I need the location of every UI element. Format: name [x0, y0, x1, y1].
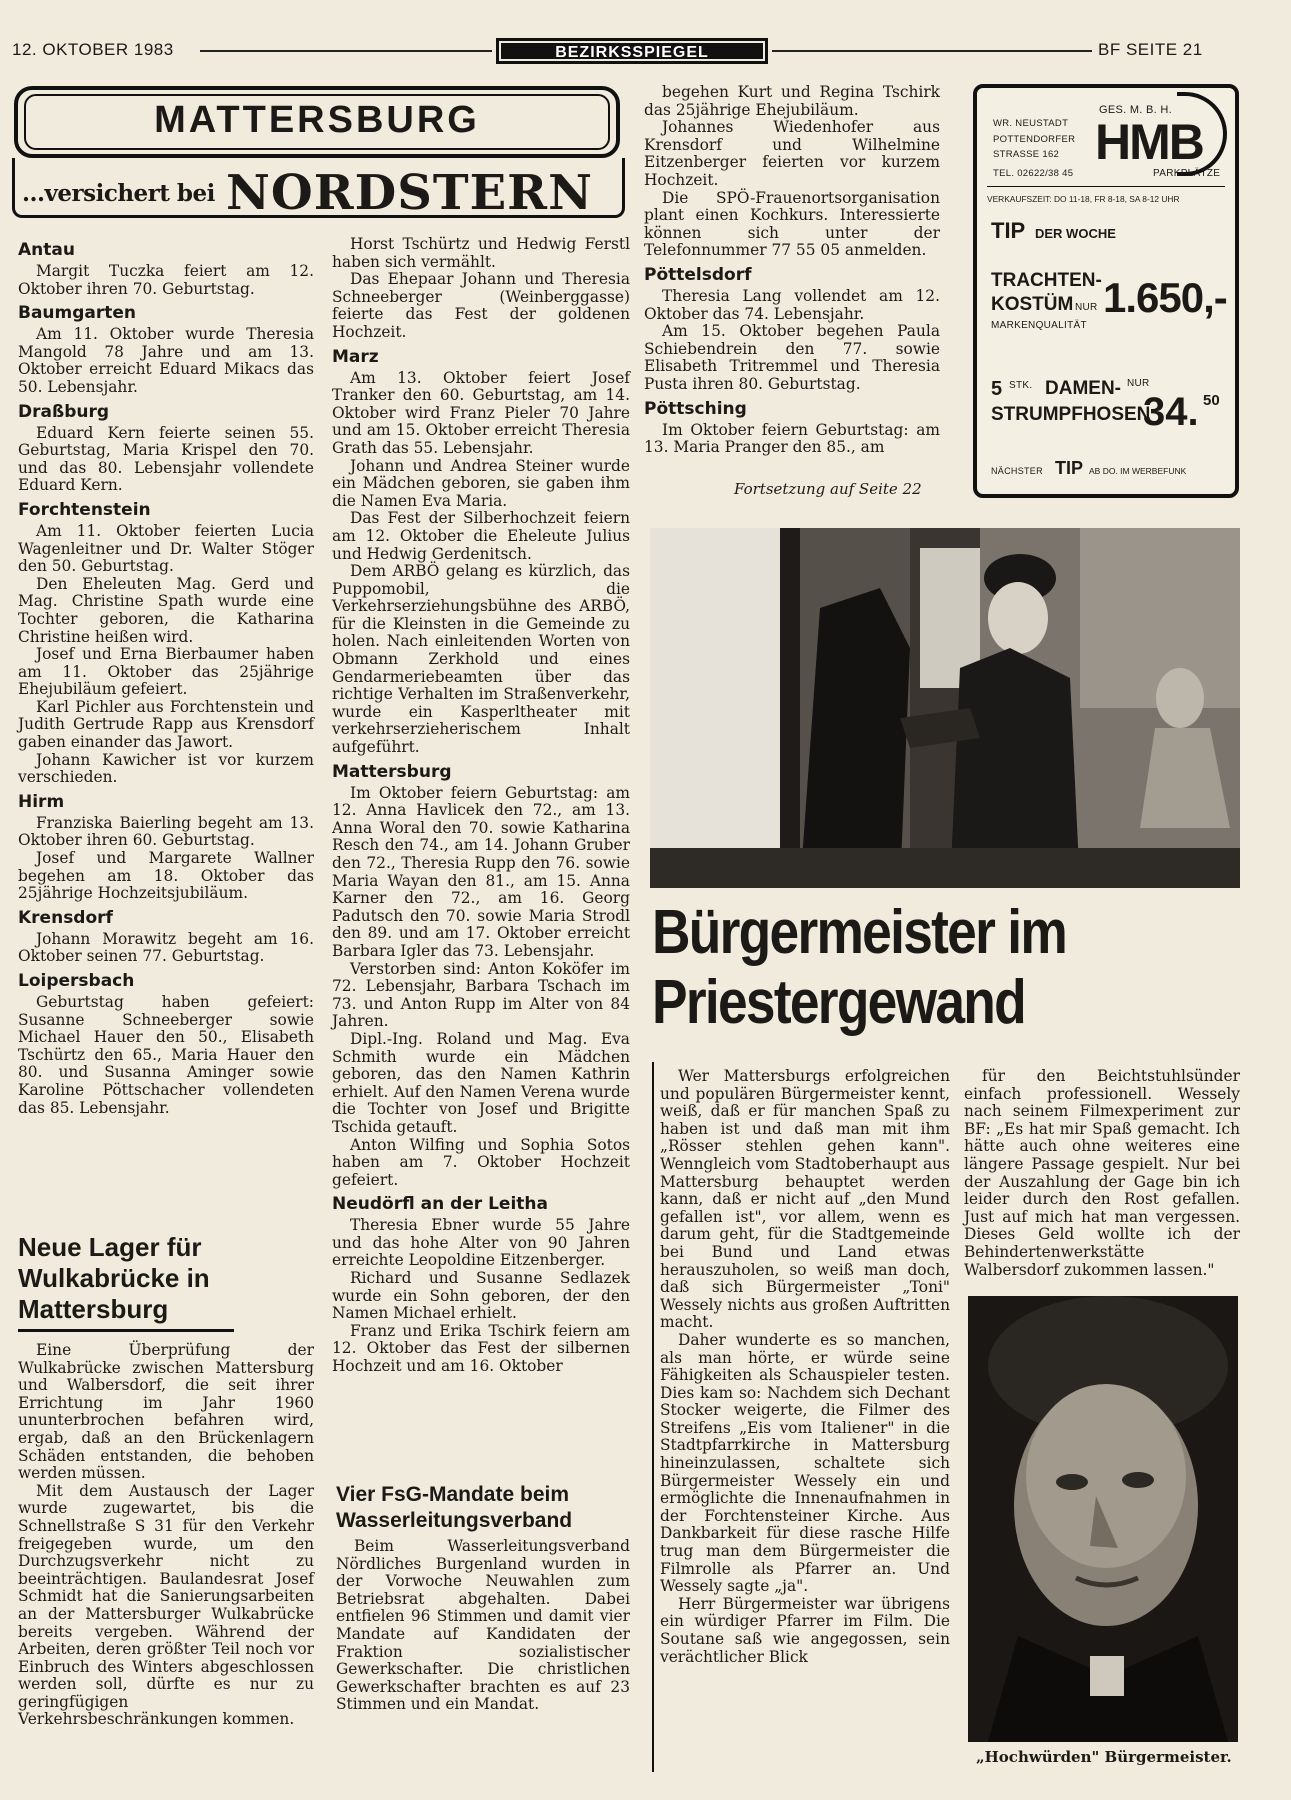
notice-paragraph: Theresia Ebner wurde 55 Jahre und das hohe Alter von 90 Jahren erreichte Leopoldine Eitzenberger.	[332, 1216, 630, 1270]
ad-hours: VERKAUFSZEIT: DO 11-18, FR 8-18, SA 8-12 UHR	[987, 194, 1180, 204]
notice-paragraph: Am 11. Oktober feierten Lucia Wagenleitner und Dr. Walter Stöger den 50. Geburtstag.	[18, 521, 314, 576]
notice-paragraph: Anton Wilfing und Sophia Sotos haben am 7. Oktober Hochzeit gefeiert.	[332, 1135, 630, 1189]
notice-paragraph: Geburtstag haben gefeiert: Susanne Schneeberger sowie Michael Hauer den 50., Elisabeth Tschürtz den 65., Maria Hauer den 80. und Susanna Aminger sowie Karoline Pöttschacher vollendeten das 85. Lebensjahr.	[18, 993, 314, 1117]
notice-section	[644, 84, 940, 260]
column-1-notices	[18, 236, 314, 1121]
masthead-brand: NORDSTERN	[226, 165, 593, 221]
ad-item1-line2: KOSTÜM	[991, 294, 1074, 315]
article-paragraph: Beim Wasserleitungsverband Nördliches Burgenland wurden in der Vorwoche Neuwahlen zum Betriebsrat abgehalten. Dabei entfielen 96 Stimmen und damit vier Mandate auf Kandidaten der Fraktion sozialistischer Gewerkschafter. Die christlichen Gewerkschafter brachten es auf 23 Stimmen und ein Mandat.	[336, 1537, 630, 1714]
notice-paragraph: Johannes Wiedenhofer aus Krensdorf und Wilhelmine Eitzenberger feierten vor kurzem Hochzeit.	[644, 118, 940, 189]
notice-paragraph: Josef und Erna Bierbaumer haben am 11. Oktober das 25jährige Ehejubiläum gefeiert.	[18, 645, 314, 699]
ad-phone: TEL. 02622/38 45	[993, 168, 1074, 179]
section-heading: Forchtenstein	[18, 499, 151, 520]
notice-section	[332, 761, 630, 1190]
section-heading: Loipersbach	[18, 971, 135, 991]
article-paragraph: Daher wunderte es so manchen, als man hörte, er würde seine Fähigkeiten als Schauspieler testen. Dies kam so: Nachdem sich Dechant Stocker weigerte, die Filmer des Streifens „Eis vom Italiener" in die Stadtpfarrkirche in Mattersburg hineinzulassen, schaltete sich Bürgermeister Wessely ein und ermöglichte die Innenaufnahmen in der Forchtensteiner Kirche. Aus Dankbarkeit für diese rasche Hilfe trug man dem Bürgermeister die Filmrolle als Pfarrer an. Und Wessely sagte „ja".	[660, 1330, 950, 1596]
notice-section	[644, 398, 940, 457]
ad-company-form: GES. M. B. H.	[1099, 104, 1172, 116]
ad-only-2: NUR	[1127, 378, 1150, 389]
notice-paragraph: Margit Tuczka feiert am 12. Oktober ihren 70. Geburtstag.	[18, 262, 314, 298]
notice-paragraph: Am 15. Oktober begehen Paula Schiebendrein den 77. sowie Elisabeth Tritremmel und Theresia Pusta ihren 80. Geburtstag.	[644, 322, 940, 393]
notice-paragraph: Karl Pichler aus Forchtenstein und Judith Gertrude Rapp aus Krensdorf gaben einander das Jawort.	[18, 697, 314, 752]
section-heading: Hirm	[18, 791, 65, 812]
ad-divider	[987, 186, 1225, 187]
ad-price2: 34.	[1143, 390, 1199, 434]
notice-paragraph: Am 13. Oktober feiert Josef Tranker den 60. Geburtstag, am 14. Oktober wird Franz Pieler 70 Jahre und am 15. Oktober erreicht Theresia Grath das 55. Lebensjahr.	[332, 368, 630, 457]
story-column-b	[964, 1068, 1240, 1279]
notice-section	[18, 401, 314, 495]
notice-paragraph: Theresia Lang vollendet am 12. Oktober das 74. Lebensjahr.	[644, 286, 940, 323]
wulka-body	[18, 1342, 314, 1729]
portrait-scene	[968, 1296, 1238, 1742]
notice-paragraph: Franz und Erika Tschirk feiern am 12. Oktober das Fest der silbernen Hochzeit und am 16. Oktober	[332, 1321, 630, 1376]
section-heading: Krensdorf	[18, 907, 113, 928]
story-title-line2: Priestergewand	[652, 968, 1026, 1037]
fsg-article	[336, 1482, 630, 1714]
notice-paragraph: Richard und Susanne Sedlazek wurde ein Sohn geboren, der den Namen Michael erhielt.	[332, 1269, 630, 1323]
fsg-title: Vier FsG-Mandate beim Wasserleitungsverband	[336, 1483, 573, 1532]
notice-section	[18, 791, 314, 903]
ad-next-1: NÄCHSTER	[991, 466, 1043, 476]
fsg-body	[336, 1538, 630, 1714]
article-paragraph: Eine Überprüfung der Wulkabrücke zwischen Mattersburg und Walbersdorf, die seit ihrer Errichtung im Jahr 1960 ununterbrochen befahren wird, ergab, daß an den Brückenlagern Schäden entstanden, die behoben werden müssen.	[18, 1341, 314, 1483]
header-page: BF SEITE 21	[1098, 40, 1203, 59]
ad-only-1: NUR	[1075, 302, 1098, 313]
ad-price2-cents: 50	[1203, 392, 1220, 409]
ad-address-2: POTTENDORFER STRASSE 162	[993, 134, 1076, 160]
section-heading: Neudörfl an der Leitha	[332, 1194, 548, 1215]
ad-item1-line1: TRACHTEN-	[991, 270, 1102, 291]
notice-paragraph: Im Oktober feiern Geburtstag: am 13. Maria Pranger den 85., am	[644, 420, 940, 457]
notice-section	[332, 236, 630, 342]
continued-note: Fortsetzung auf Seite 22	[734, 480, 922, 498]
ad-tip-rest: DER WOCHE	[1035, 226, 1116, 241]
portrait-caption: „Hochwürden" Bürgermeister.	[976, 1748, 1232, 1766]
article-paragraph: Mit dem Austausch der Lager wurde zugewartet, bis die Schnellstraße S 31 für den Verkehr freigegeben wurde, um den Durchzugsverkehr nicht zu beeinträchtigen. Baulandesrat Josef Schmidt hat die Sanierungsarbeiten an der Mattersburger Wulkabrücke bereits vergeben. Während der Arbeiten, deren größter Teil noch vor Einbruch des Winters abgeschlossen werden soll, dürfte es nur zu geringfügigen Verkehrsbeschränkungen kommen.	[18, 1481, 314, 1729]
ad-next-tip: TIP	[1055, 458, 1084, 478]
notice-paragraph: Das Ehepaar Johann und Theresia Schneeberger (Weinberggasse) feierte das Fest der goldenen Hochzeit.	[332, 270, 630, 341]
ad-address-1: WR. NEUSTADT	[993, 118, 1069, 129]
notice-section	[18, 302, 314, 396]
notice-paragraph: Dem ARBÖ gelang es kürzlich, das Puppomobil, die Verkehrserziehungsbühne des ARBÖ, für die Kleinsten in die Gemeinde zu holen. Nach einleitenden Worten von Obmann Zerkhold und eines Gendarmeriebeamten über das richtige Verhalten im Straßenverkehr, wurde ein Kasperltheater mit verkehrserzieherischem Inhalt aufgeführt.	[332, 562, 630, 757]
ad-qty: 5	[991, 378, 1003, 400]
notice-paragraph: Horst Tschürtz und Hedwig Ferstl haben sich vermählt.	[332, 235, 630, 271]
notice-paragraph: Den Eheleuten Mag. Gerd und Mag. Christine Spath wurde eine Tochter geboren, die Katharina Christine heißen wird.	[18, 574, 314, 646]
story-column-a	[660, 1068, 950, 1666]
ad-tip-label: TIP	[991, 218, 1026, 243]
article-paragraph: Wer Mattersburgs erfolgreichen und populären Bürgermeister kennt, weiß, daß er für manchen Spaß zu haben ist und daß man mit ihm „Rösser stehlen gehen kann". Wenngleich vom Stadtoberhaupt aus Mattersburg behauptet werden kann, daß er nicht auf „den Mund gefallen ist", vor allem, wenn es darum geht, für die Stadtgemeinde bei Bund und Land etwas herauszuholen, so weiß man doch, daß sich Bürgermeister „Toni" Wessely nichts aus großen Auftritten macht.	[660, 1067, 950, 1332]
notice-section	[644, 264, 940, 394]
ad-next-2: AB DO. IM WERBEFUNK	[1089, 466, 1187, 476]
section-heading: Baumgarten	[18, 303, 137, 324]
ad-logo: HMB	[1095, 114, 1203, 170]
notice-section	[18, 239, 314, 298]
story-title-line1: Bürgermeister im	[652, 898, 1067, 967]
ad-item2-line2: STRUMPFHOSEN	[991, 404, 1151, 425]
wulka-title: Neue Lager für Wulkabrücke in Mattersburg	[18, 1232, 234, 1332]
header-rule-left	[200, 50, 492, 52]
ad-logo-arc	[1177, 92, 1227, 176]
header-section: BEZIRKSSPIEGEL	[496, 38, 768, 64]
notice-paragraph: Johann Kawicher ist vor kurzem verschieden.	[18, 750, 314, 787]
section-heading: Marz	[332, 346, 379, 367]
wulka-article	[18, 1232, 314, 1729]
masthead-tagline: ...versichert bei	[22, 180, 215, 207]
ad-quality: MARKENQUALITÄT	[991, 320, 1087, 331]
ad-price1: 1.650,-	[1103, 274, 1227, 321]
article-paragraph: Herr Bürgermeister war übrigens ein würdiger Pfarrer im Film. Die Soutane saß wie angegossen, sein verächtlicher Blick	[660, 1594, 950, 1666]
notice-paragraph: Das Fest der Silberhochzeit feiern am 12. Oktober die Eheleute Julius und Hedwig Gerdenitsch.	[332, 509, 630, 563]
notice-paragraph: Eduard Kern feierte seinen 55. Geburtstag, Maria Krispel den 70. und das 80. Lebensjahr vollendete Eduard Kern.	[18, 423, 314, 495]
notice-section	[332, 1193, 630, 1375]
section-heading: Pöttsching	[644, 398, 747, 419]
photo-mayor-portrait	[968, 1296, 1238, 1742]
notice-paragraph: Im Oktober feiern Geburtstag: am 12. Anna Havlicek den 72., am 13. Anna Woral den 70. sowie Katharina Resch den 74., am 14. Johann Gruber den 72., Theresia Rupp den 76. sowie Maria Wayan den 81., am 15. Anna Karner den 72., am 16. Georg Padutsch den 70. sowie Maria Strodl den 89. und am 17. Oktober erreicht Barbara Igler das 73. Lebensjahr.	[332, 783, 630, 960]
notice-paragraph: Am 11. Oktober wurde Theresia Mangold 78 Jahre und am 13. Oktober erreicht Eduard Mikacs das 50. Lebensjahr.	[18, 325, 314, 396]
section-heading: Antau	[18, 240, 75, 260]
notice-paragraph: Dipl.-Ing. Roland und Mag. Eva Schmith wurde ein Mädchen geboren, das den Namen Kathrin erhielt. Auf den Namen Verena wurde die Tochter von Josef und Brigitte Tschida getauft.	[332, 1029, 630, 1136]
notice-paragraph: Die SPÖ-Frauenortsorganisation plant einen Kochkurs. Interessierte können sich unter der Telefonnummer 77 55 05 anmelden.	[644, 188, 940, 260]
header-rule-right	[772, 50, 1092, 52]
section-heading: Draßburg	[18, 401, 110, 422]
notice-section	[18, 970, 314, 1117]
ad-parking: PARKPLÄTZE	[1153, 168, 1221, 179]
notice-paragraph: Verstorben sind: Anton Koköfer im 72. Lebensjahr, Barbara Tschach im 73. und Anton Rupp im Alter von 84 Jahren.	[332, 959, 630, 1031]
notice-paragraph: Johann und Andrea Steiner wurde ein Mädchen geboren, sie gaben ihm die Namen Eva Maria.	[332, 456, 630, 510]
column-3-notices	[644, 84, 940, 461]
notice-paragraph: Johann Morawitz begeht am 16. Oktober seinen 77. Geburtstag.	[18, 929, 314, 966]
masthead-title: MATTERSBURG	[154, 99, 480, 141]
column-2-notices	[332, 236, 630, 1380]
section-heading: Mattersburg	[332, 761, 452, 782]
hmb-advertisement	[973, 84, 1239, 498]
notice-paragraph: Josef und Margarete Wallner begehen am 18. Oktober das 25jährige Hochzeitsjubiläum.	[18, 849, 314, 903]
header-date: 12. OKTOBER 1983	[12, 40, 174, 59]
notice-paragraph: begehen Kurt und Regina Tschirk das 25jährige Ehejubiläum.	[644, 83, 940, 119]
notice-section	[18, 499, 314, 787]
story-frame	[652, 1062, 654, 1772]
section-heading: Pöttelsdorf	[644, 264, 752, 285]
notice-section	[18, 907, 314, 966]
ad-item2-line1: DAMEN-	[1045, 378, 1121, 399]
notice-section	[332, 346, 630, 757]
photo-scene	[650, 528, 1240, 888]
photo-mayor-in-church	[650, 528, 1240, 888]
article-paragraph: für den Beichtstuhlsünder einfach professionell. Wessely nach seinem Filmexperiment zur BF: „Es hat mir Spaß gemacht. Ich hätte auch ohne weiteres eine längere Passage gespielt. Nur bei der Auszahlung der Gage bin ich leider durch den Rost gefallen. Just auf mich hat man vergessen. Dieses Geld wollte ich der Behindertenwerkstätte Walbersdorf zukommen lassen."	[964, 1067, 1240, 1279]
ad-stk: STK.	[1009, 380, 1033, 391]
notice-paragraph: Franziska Baierling begeht am 13. Oktober ihren 60. Geburtstag.	[18, 813, 314, 850]
story-headline	[652, 898, 1242, 1038]
